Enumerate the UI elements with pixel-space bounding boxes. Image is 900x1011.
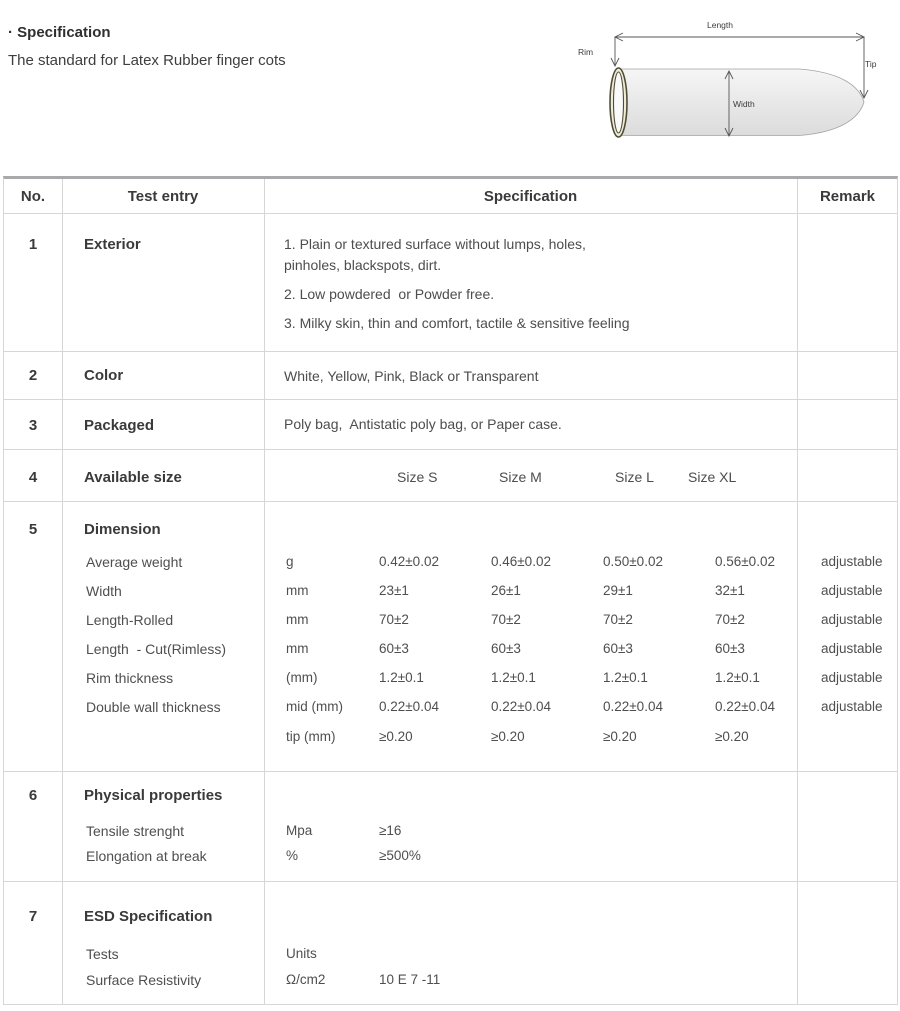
dim-unit: mm <box>286 612 309 627</box>
dim-size-xl: 0.22±0.04 <box>715 699 775 714</box>
test-entry-label: Dimension <box>84 521 161 538</box>
test-entry-label: Packaged <box>84 417 155 434</box>
esd-subrow-tests <box>4 946 897 964</box>
physical-unit: % <box>286 848 299 863</box>
physical-subrow-elongation <box>4 848 897 866</box>
physical-subrow-tensile <box>4 823 897 841</box>
dim-unit: g <box>286 554 294 569</box>
exterior-spec-line: pinholes, blackspots, dirt. <box>284 257 442 273</box>
dim-size-s: 23±1 <box>379 583 409 598</box>
dim-size-m: ≥0.20 <box>491 729 525 744</box>
dim-size-s: 0.42±0.02 <box>379 554 439 569</box>
table-row-exterior <box>4 214 897 352</box>
finger-cot-drawing <box>567 18 900 158</box>
dim-unit: mm <box>286 583 309 598</box>
dim-size-xl: ≥0.20 <box>715 729 749 744</box>
dim-remark: adjustable <box>821 699 883 714</box>
tip-label: Tip <box>864 59 877 69</box>
dim-size-m: 0.46±0.02 <box>491 554 551 569</box>
table-row-color <box>4 352 897 400</box>
esd-unit: Units <box>286 946 317 961</box>
dimension-subrow-tip <box>4 729 897 747</box>
row-number: 7 <box>28 908 38 925</box>
dim-remark: adjustable <box>821 554 883 569</box>
dim-size-xl: 70±2 <box>715 612 745 627</box>
size-xl-header: Size XL <box>688 469 737 485</box>
dim-size-s: 60±3 <box>379 641 409 656</box>
dim-remark: adjustable <box>821 641 883 656</box>
physical-unit: Mpa <box>286 823 313 838</box>
test-entry-label: Exterior <box>84 236 141 253</box>
dim-label: Rim thickness <box>86 670 174 686</box>
finger-cot-diagram <box>558 0 900 140</box>
dim-unit: tip (mm) <box>286 729 336 744</box>
dim-label: Width <box>86 583 122 599</box>
width-label: Width <box>732 99 755 109</box>
physical-value: ≥500% <box>379 848 421 863</box>
rim-inner-ellipse <box>613 72 623 133</box>
physical-value: ≥16 <box>379 823 402 838</box>
esd-value: 10 E 7 -11 <box>379 972 441 987</box>
dim-size-m: 0.22±0.04 <box>491 699 551 714</box>
header-remark: Remark <box>819 187 876 205</box>
row-number: 3 <box>28 417 38 434</box>
header-specification: Specification <box>483 187 578 205</box>
row-number: 1 <box>28 236 38 253</box>
dimension-subrow-average-weight <box>4 554 897 572</box>
exterior-spec-line: 2. Low powdered or Powder free. <box>284 286 495 302</box>
dim-unit: (mm) <box>286 670 318 685</box>
dim-size-l: 60±3 <box>603 641 633 656</box>
row-number: 2 <box>28 367 38 384</box>
rim-label: Rim <box>577 47 593 57</box>
header-no: No. <box>20 187 46 205</box>
test-entry-label: Physical properties <box>84 787 223 804</box>
dim-size-m: 70±2 <box>491 612 521 627</box>
dim-label: Average weight <box>86 554 183 570</box>
dim-size-xl: 0.56±0.02 <box>715 554 775 569</box>
page-title: · Specification <box>8 24 111 41</box>
dimension-subrow-rim-thickness <box>4 670 897 688</box>
row-number: 4 <box>28 469 38 486</box>
dim-remark: adjustable <box>821 670 883 685</box>
color-spec: White, Yellow, Pink, Black or Transparent <box>284 368 539 384</box>
size-l-header: Size L <box>615 469 654 485</box>
dim-size-s: 70±2 <box>379 612 409 627</box>
row-number: 5 <box>28 521 38 538</box>
dim-size-s: 0.22±0.04 <box>379 699 439 714</box>
dim-label: Length-Rolled <box>86 612 174 628</box>
exterior-spec-line: 3. Milky skin, thin and comfort, tactile & sensitive feeling <box>284 315 630 331</box>
dim-size-m: 60±3 <box>491 641 521 656</box>
dim-size-l: 0.22±0.04 <box>603 699 663 714</box>
dim-size-l: 1.2±0.1 <box>603 670 648 685</box>
table-row-packaged <box>4 400 897 450</box>
dim-size-xl: 1.2±0.1 <box>715 670 760 685</box>
dimension-subrow-length-cut <box>4 641 897 659</box>
physical-label: Elongation at break <box>86 848 207 864</box>
dim-label: Length - Cut(Rimless) <box>86 641 227 657</box>
test-entry-label: ESD Specification <box>84 908 213 925</box>
esd-label: Tests <box>86 946 119 962</box>
dimension-subrow-double-wall <box>4 699 897 717</box>
row-number: 6 <box>28 787 38 804</box>
physical-label: Tensile strenght <box>86 823 185 839</box>
dim-size-l: 29±1 <box>603 583 633 598</box>
esd-unit: Ω/cm2 <box>286 972 326 987</box>
table-row-physical-properties <box>4 772 897 882</box>
dim-remark: adjustable <box>821 583 883 598</box>
specification-table <box>3 176 898 1005</box>
dim-size-xl: 60±3 <box>715 641 745 656</box>
dim-unit: mid (mm) <box>286 699 343 714</box>
dim-size-xl: 32±1 <box>715 583 745 598</box>
dim-size-m: 26±1 <box>491 583 521 598</box>
page-subtitle: The standard for Latex Rubber finger cots <box>8 52 286 69</box>
packaged-spec: Poly bag, Antistatic poly bag, or Paper case. <box>284 416 562 432</box>
test-entry-label: Available size <box>84 469 182 486</box>
dim-size-l: 0.50±0.02 <box>603 554 663 569</box>
dim-unit: mm <box>286 641 309 656</box>
table-header-row <box>4 179 897 214</box>
test-entry-label: Color <box>84 367 124 384</box>
table-row-available-size <box>4 450 897 502</box>
exterior-spec-line: 1. Plain or textured surface without lumps, holes, <box>284 236 586 252</box>
length-label: Length <box>706 20 733 30</box>
esd-label: Surface Resistivity <box>86 972 202 988</box>
dim-remark: adjustable <box>821 612 883 627</box>
table-row-dimension <box>4 502 897 772</box>
dimension-subrow-width <box>4 583 897 601</box>
table-row-esd-specification <box>4 882 897 1005</box>
header-test-entry: Test entry <box>127 187 199 205</box>
dim-size-l: 70±2 <box>603 612 633 627</box>
size-m-header: Size M <box>499 469 542 485</box>
dim-size-s: 1.2±0.1 <box>379 670 424 685</box>
dimension-subrow-length-rolled <box>4 612 897 630</box>
esd-subrow-surface-resistivity <box>4 972 897 990</box>
size-s-header: Size S <box>397 469 438 485</box>
dim-label: Double wall thickness <box>86 699 221 715</box>
dim-size-m: 1.2±0.1 <box>491 670 536 685</box>
dim-size-s: ≥0.20 <box>379 729 413 744</box>
dim-size-l: ≥0.20 <box>603 729 637 744</box>
